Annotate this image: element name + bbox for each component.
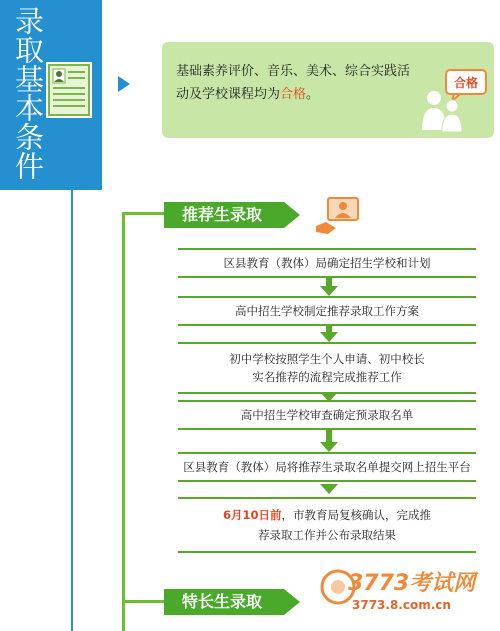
flow-step (178, 248, 476, 278)
badge-text: 合格 (453, 76, 479, 90)
watermark-text: 3773考试网 (348, 571, 476, 596)
flow-step (178, 342, 476, 394)
conditions-box (162, 42, 494, 138)
step-text: 高中招生学校制定推荐录取工作方案 (235, 304, 419, 318)
handshake-screen-icon (314, 196, 362, 236)
conditions-text-end: 。 (306, 87, 320, 102)
step-text-rest: ，市教育局复核确认，完成推荐录取工作并公布录取结果 (258, 508, 431, 542)
flow-connector (122, 212, 164, 215)
down-arrow-icon (320, 332, 338, 342)
arrow-right-icon (118, 76, 130, 92)
flow-line (122, 212, 125, 631)
conditions-highlight: 合格 (280, 87, 307, 102)
timeline-line (71, 190, 73, 631)
conditions-text-main: 基础素养评价、音乐、美术、综合实践活动及学校课程均为 (176, 64, 411, 102)
step-date-highlight: 6月10日前 (222, 508, 282, 522)
document-icon (46, 62, 92, 118)
down-arrow-icon (320, 484, 338, 494)
step-text (222, 505, 432, 545)
page-title: 录取基本条件 (11, 6, 45, 180)
flow-step (178, 497, 476, 553)
flow-step (178, 296, 476, 326)
flow-arrow (326, 278, 332, 286)
step-text: 高中招生学校审查确定预录取名单 (240, 408, 414, 422)
down-arrow-icon (320, 442, 338, 452)
people-badge-icon (418, 68, 492, 132)
flow-step (178, 400, 476, 430)
flow-step (178, 452, 476, 482)
watermark-url: 3773.8.com.cn (352, 598, 451, 612)
recommended-title: 推荐生录取 (164, 202, 284, 228)
step-text: 区县教育（教体）局确定招生学校和计划 (223, 256, 431, 270)
flow-arrow (326, 430, 332, 442)
special-title: 特长生录取 (164, 589, 284, 615)
step-text: 区县教育（教体）局将推荐生录取名单提交网上招生平台 (183, 460, 471, 474)
flow-connector (122, 600, 164, 603)
down-arrow-icon (320, 286, 338, 296)
conditions-text (176, 60, 416, 106)
step-text: 初中学校按照学生个人申请、初中校长实名推荐的流程完成推荐工作 (229, 352, 425, 384)
